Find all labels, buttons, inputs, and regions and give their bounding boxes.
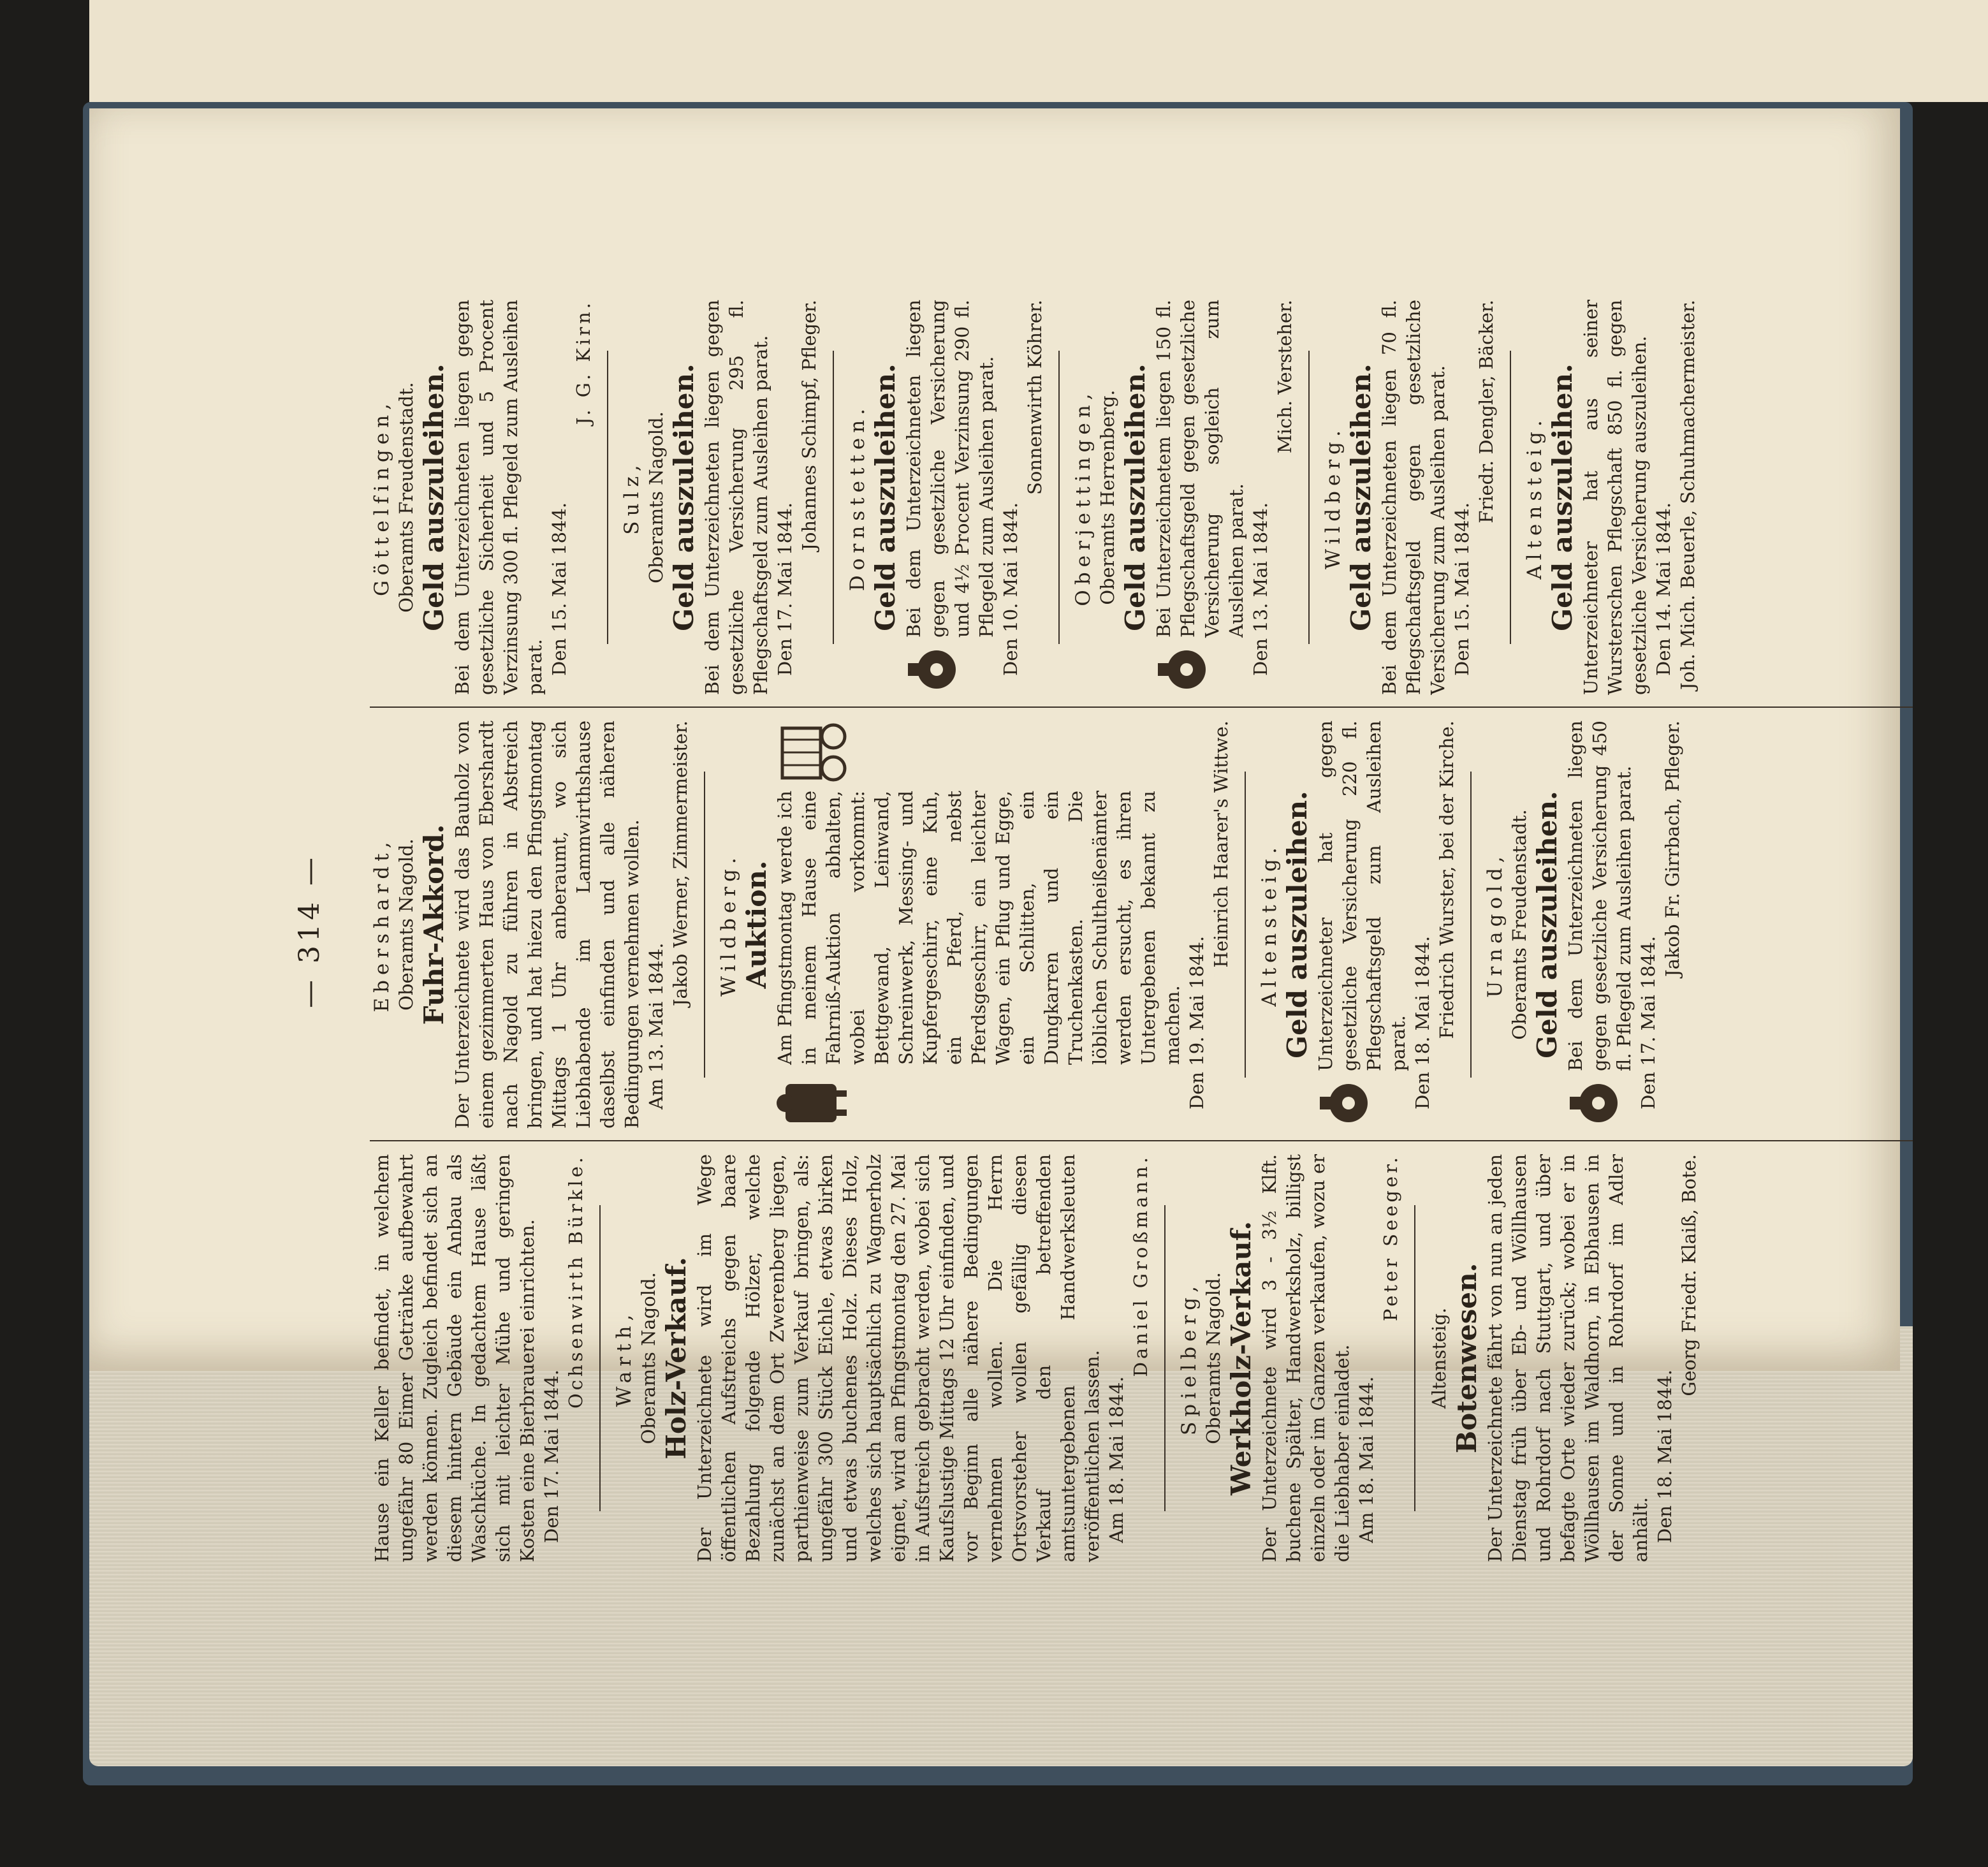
advert-body: Bei Unterzeichnetem liegen 150 fl. Pflegschaftsgeld gegen gesetzliche Versicherung sogleich zum Ausleihen parat. bbox=[1153, 300, 1247, 638]
advert-district: Oberamts Freudenstadt. bbox=[395, 382, 417, 613]
advert-date: Den 17. Mai 1844. bbox=[1637, 935, 1659, 1109]
advert-werkholz-verkauf bbox=[1177, 1154, 1403, 1562]
advert-body: Der Unterzeichnete wird 3 - 3½ Klft. buchene Spälter, Handwerksholz, billigst einzeln oder im Ganzen verkaufen, wozu er die Liebhaber einladet. bbox=[1259, 1154, 1353, 1562]
advert-district: Oberamts Nagold. bbox=[645, 411, 667, 583]
advert-place: Dornstetten. bbox=[846, 403, 869, 592]
advert-signature: Jakob Fr. Girrbach, Pfleger. bbox=[1662, 721, 1683, 977]
money-bag-icon bbox=[1151, 644, 1209, 695]
advert-heading: Geld auszuleihen. bbox=[1531, 791, 1563, 1058]
advert-heading: Geld auszuleihen. bbox=[870, 363, 901, 631]
advert-illustrated-body bbox=[902, 300, 998, 695]
advert-body: Unterzeichneter hat aus seiner Wursterschen Pflegschaft 850 fl. gegen gesetzliche Versicherung auszuleihen. bbox=[1580, 300, 1650, 695]
advert-signature: Mich. Versteher. bbox=[1274, 300, 1296, 454]
money-bag-icon bbox=[902, 644, 959, 695]
advert-district: Oberamts Nagold. bbox=[1202, 1272, 1224, 1444]
advert-geld-altensteig-2 bbox=[1523, 300, 1700, 695]
advert-signature: J. G. Kirn. bbox=[573, 300, 594, 425]
advert-date: Den 17. Mai 1844. bbox=[774, 502, 796, 676]
advert-fuhr-akkord bbox=[370, 721, 692, 1129]
advert-body: Bei dem Unterzeichneten liegen gegen gesetzliche Versicherung 450 fl. Pflegeld zum Ausleihen parat. bbox=[1565, 721, 1635, 1071]
separator bbox=[1308, 351, 1310, 644]
advert-place: Urnagold, bbox=[1484, 851, 1507, 998]
advert-signature: Johannes Schimpf, Pfleger. bbox=[798, 300, 820, 551]
advert-body: Der Unterzeichnete wird das Bauholz von einem gezimmerten Haus von Ebershardt nach Nagold zu führen in Abstreich bringen, und hat hiezu den Pfingstmontag Mittags 1 Uhr anberaumt, wo sich Liebhabende im Lammwirthshause daselbst einfinden und alle näheren Bedingungen vernehmen wollen. bbox=[451, 721, 643, 1129]
advert-place: Spielberg, bbox=[1178, 1281, 1201, 1435]
advert-district: Oberamts Nagold. bbox=[395, 838, 417, 1011]
advert-district: Oberamts Nagold. bbox=[638, 1272, 659, 1444]
advert-place: Sulz, bbox=[620, 460, 643, 535]
advert-place: Wildberg. bbox=[717, 853, 740, 997]
advert-heading: Botenwesen. bbox=[1451, 1263, 1482, 1454]
advert-heading: Auktion. bbox=[741, 860, 772, 989]
advert-geld-sulz bbox=[620, 300, 821, 695]
advert-illustrated-body bbox=[1151, 300, 1248, 695]
advert-geld-wildberg bbox=[1321, 300, 1498, 695]
advert-heading: Geld auszuleihen. bbox=[1120, 363, 1151, 631]
advert-signature: Heinrich Haarer's Wittwe. bbox=[1210, 721, 1232, 968]
advert-place: Altensteig. bbox=[1428, 1307, 1450, 1409]
separator bbox=[1414, 1205, 1415, 1511]
advert-signature: Jakob Werner, Zimmermeister. bbox=[669, 721, 691, 1007]
advert-place: Warth, bbox=[613, 1309, 636, 1407]
advert-heading: Geld auszuleihen. bbox=[1547, 363, 1578, 631]
advert-heading: Geld auszuleihen. bbox=[1345, 363, 1377, 631]
advert-body: Unterzeichneter hat gegen gesetzliche Versicherung 220 fl. Pflegschaftsgeld zum Ausleihen parat. bbox=[1315, 721, 1409, 1071]
auction-figure-icon bbox=[773, 1071, 849, 1129]
advert-date: Den 17. Mai 1844. bbox=[541, 1369, 562, 1543]
separator bbox=[1470, 772, 1472, 1078]
advert-heading: Geld auszuleihen. bbox=[418, 363, 449, 631]
advert-signature: Daniel Großmann. bbox=[1130, 1154, 1151, 1377]
advert-body: Hause ein Keller befindet, in welchem ungefähr 80 Eimer Getränke aufbewahrt werden können. Zugleich befindet sich an diesem hintern Gebäude ein Anbau als Waschküche. In gedachtem Hause läßt sich mit leichter Mühe und geringen Kosten eine Bierbrauerei einrichten. bbox=[371, 1154, 538, 1562]
column-3 bbox=[370, 300, 1913, 695]
advert-signature: Georg Friedr. Klaiß, Bote. bbox=[1678, 1154, 1700, 1396]
advert-body: Am Pfingstmontag werde ich in meinem Hause eine Fahrniß-Auktion abhalten, wobei vorkommt: Bettgewand, Leinwand, Schreinwerk, Messing- und Kupfergeschirr, eine Kuh, ein Pferd, nebst Pferdsgeschirr, ein leichter Wagen, ein Pflug und Egge, ein Schlitten, ein Dungkarren und ein Truchenkasten. Die löblichen Schultheißenämter werden ersucht, es ihren Untergebenen bekannt zu machen. bbox=[774, 791, 1183, 1065]
money-bag-icon bbox=[1563, 1078, 1621, 1129]
column-2 bbox=[370, 721, 1913, 1129]
separator bbox=[1164, 1205, 1166, 1511]
advert-date: Am 18. Mai 1844. bbox=[1356, 1376, 1377, 1543]
separator bbox=[599, 1205, 601, 1511]
page-content-rotated bbox=[293, 300, 1926, 1562]
advert-heading: Geld auszuleihen. bbox=[668, 363, 699, 631]
advert-continuation bbox=[370, 1154, 588, 1562]
column-rule bbox=[370, 1140, 1913, 1141]
advert-botenwesen bbox=[1427, 1154, 1701, 1562]
advert-body: Bei dem Unterzeichneten liegen 70 fl. Pflegschaftsgeld gegen gesetzliche Versicherung zum Ausleihen parat. bbox=[1378, 300, 1449, 695]
carriage-icon bbox=[773, 721, 849, 784]
advert-date: Den 18. Mai 1844. bbox=[1654, 1369, 1676, 1543]
column-1 bbox=[370, 1154, 1913, 1562]
advert-geld-urnagold bbox=[1483, 721, 1685, 1129]
advert-body: Der Unterzeichnete wird im Wege öffentlichen Aufstreichs gegen baare Bezahlung folgende Hölzer, welche zunächst an dem Ort Zwerenberg liegen, parthienweise zum Verkauf bringen, als: ungefähr 300 Stück Eichle, etwas birken und etwas buchenes Holz. Dieses Holz, welches sich hauptsächlich zu Wagnerholz eignet, wird am Pfingstmontag den 27. Mai in Aufstreich gebracht werden, wobei sich Kaufslustige Mittags 12 Uhr einfinden, und vor Beginn alle nähere Bedingungen vernehmen wollen. Die Herrn Ortsvorsteher wollen gefällig diesen Verkauf den betreffenden amtsuntergebenen Handwerksleuten veröffentlichen lassen. bbox=[694, 1154, 1103, 1562]
advert-body: Bei dem Unterzeichneten liegen gegen gesetzliche Sicherheit und 5 Procent Verzinsung 300 fl. Pflegeld zum Ausleihen parat. bbox=[451, 300, 546, 695]
separator bbox=[607, 351, 608, 644]
separator bbox=[833, 351, 834, 644]
advert-signature: Peter Seeger. bbox=[1380, 1154, 1401, 1322]
advert-date: Den 15. Mai 1844. bbox=[548, 502, 570, 676]
advert-place: Göttelfingen, bbox=[370, 399, 393, 596]
column-rule bbox=[370, 707, 1913, 708]
advert-heading: Geld auszuleihen. bbox=[1282, 791, 1313, 1058]
advert-date: Den 14. Mai 1844. bbox=[1653, 502, 1674, 676]
advert-heading: Werkholz-Verkauf. bbox=[1225, 1220, 1257, 1496]
advert-district: Oberamts Herrenberg. bbox=[1097, 390, 1118, 605]
advert-body: Bei dem Unterzeichneten liegen gegen gesetzliche Versicherung 295 fl. Pflegschaftsgeld zum Ausleihen parat. bbox=[701, 300, 771, 695]
advert-place: Oberjettingen, bbox=[1072, 388, 1095, 606]
advert-heading: Fuhr-Akkord. bbox=[418, 824, 449, 1025]
separator bbox=[704, 772, 705, 1078]
advert-date: Am 13. Mai 1844. bbox=[645, 942, 667, 1109]
previous-page-edge bbox=[89, 0, 1988, 102]
separator bbox=[1245, 772, 1246, 1078]
advert-place: Wildberg. bbox=[1322, 425, 1345, 569]
advert-signature: Friedr. Dengler, Bäcker. bbox=[1475, 300, 1497, 523]
advert-date: Den 19. Mai 1844. bbox=[1186, 935, 1208, 1109]
separator bbox=[1510, 351, 1511, 644]
advert-date: Den 13. Mai 1844. bbox=[1250, 502, 1271, 676]
money-bag-icon bbox=[1313, 1078, 1371, 1129]
advert-date: Den 10. Mai 1844. bbox=[1000, 502, 1021, 676]
advert-signature: Joh. Mich. Beuerle, Schuhmachermeister. bbox=[1677, 300, 1699, 690]
advert-place: Altensteig. bbox=[1523, 415, 1546, 580]
advert-body: Bei dem Unterzeichneten liegen gegen gesetzliche Versicherung und 4½ Procent Verzinsung 290 fl. Pflegeld zum Ausleihen parat. bbox=[903, 300, 997, 638]
advert-district: Oberamts Freudenstadt. bbox=[1509, 809, 1530, 1040]
advert-date: Den 15. Mai 1844. bbox=[1451, 502, 1473, 676]
advert-auktion bbox=[717, 721, 1233, 1129]
advert-geld-altensteig bbox=[1257, 721, 1459, 1129]
advert-illustrated-body bbox=[1313, 721, 1410, 1129]
advert-holz-verkauf bbox=[612, 1154, 1153, 1562]
advert-geld-dornstetten bbox=[845, 300, 1047, 695]
advert-date: Am 18. Mai 1844. bbox=[1106, 1376, 1127, 1543]
advert-signature: Sonnenwirth Köhrer. bbox=[1024, 300, 1046, 495]
advert-body: Der Unterzeichnete fährt von nun an jeden Dienstag früh über Eb- und Wöllhausen und Rohrdorf nach Stuttgart, und über befagte Orte wieder zurück; wobei er in Wöllhausen im Waldhorn, in Ebhausen in der Sonne und in Rohrdorf im Adler anhält. bbox=[1484, 1154, 1651, 1562]
advert-illustrated-body bbox=[1563, 721, 1636, 1129]
book-page bbox=[89, 108, 1900, 1562]
advert-heading: Holz-Verkauf. bbox=[661, 1257, 692, 1460]
advert-illustrated-body bbox=[773, 721, 1185, 1129]
advert-place: Ebershardt, bbox=[370, 837, 393, 1013]
page-number: — 314 — bbox=[293, 854, 326, 1008]
separator bbox=[1058, 351, 1060, 644]
advert-geld-goettelfingen bbox=[370, 300, 596, 695]
advert-signature: Ochsenwirth Bürkle. bbox=[565, 1154, 587, 1409]
advert-place: Altensteig. bbox=[1258, 842, 1281, 1007]
advert-geld-oberjettingen bbox=[1071, 300, 1297, 695]
advert-date: Den 18. Mai 1844. bbox=[1412, 935, 1433, 1109]
advert-signature: Friedrich Wurster, bei der Kirche. bbox=[1436, 721, 1458, 1039]
